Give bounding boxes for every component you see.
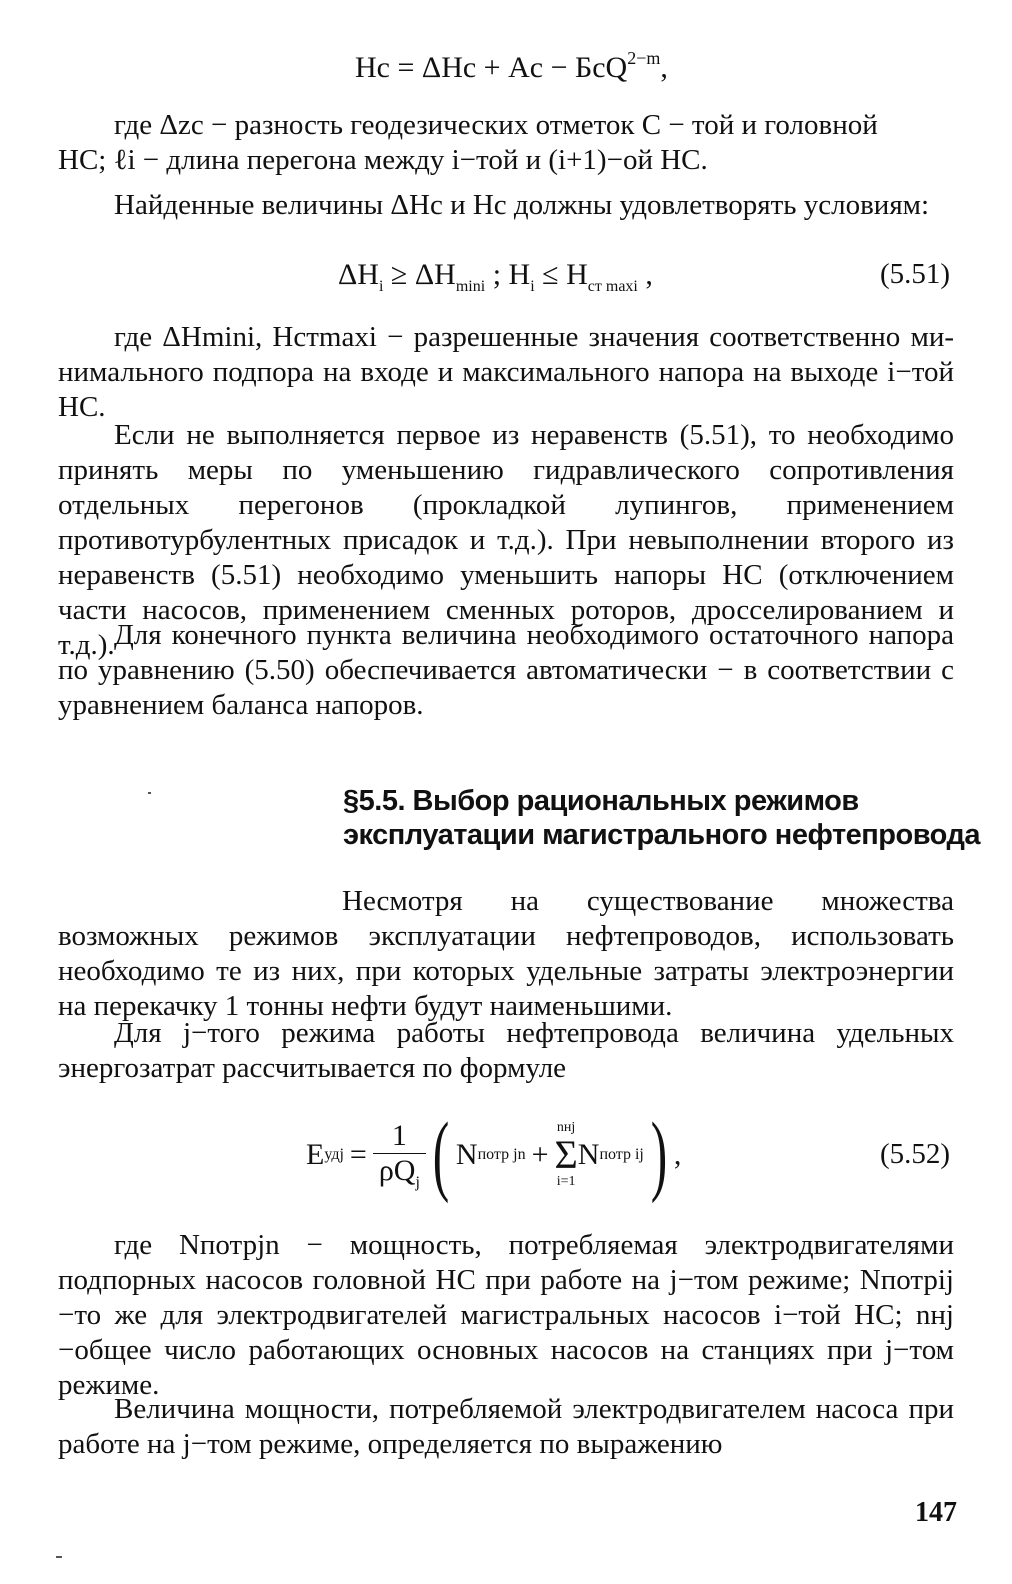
formula-head-balance-main: Hс = ΔHс + Aс − БсQ	[355, 51, 628, 84]
formula-5-52-sum-top: nнj	[556, 1120, 576, 1135]
paragraph-where-2-line3: i−той НС.	[58, 356, 955, 423]
section-heading	[343, 784, 980, 852]
formula-5-51-sub-c: i	[530, 278, 535, 295]
formula-5-52-den-text: ρQ	[378, 1153, 416, 1187]
formula-5-51-sub-d: ст maxi	[587, 278, 638, 295]
formula-5-52-tail: ,	[673, 1138, 682, 1171]
paragraph-where-3: где Nпотрjn − мощность, потребляемая электродвигателями подпорных насосов головной НС при работе на j−том режиме; Nпотрij −то же для электродвигателей магистральных насосов i−той НС; nнj −общее число работающих основных насосов на станциях при j−том режиме.	[58, 1229, 954, 1401]
paragraph-for-mode: Для j−того режима работы нефтепровода величина удельных энергозатрат рассчитывается по формуле	[58, 1017, 954, 1084]
formula-5-52-fraction	[373, 1119, 426, 1192]
paragraph-where-2-line1: где ΔHmini, Hстmaxi − разрешенные значения соответственно ми-	[114, 321, 954, 353]
formula-5-52-n1-sub: потр jn	[477, 1146, 526, 1163]
formula-5-52-denominator	[373, 1154, 426, 1192]
formula-head-balance-tail: ,	[660, 51, 668, 84]
right-paren: )	[650, 1105, 668, 1204]
formula-5-51-sub-b: mini	[455, 278, 486, 295]
paragraph-where-1-line2: НС; ℓi − длина перегона между i−той и (i+1)−ой НС.	[58, 144, 708, 176]
paragraph-where-2-line2: нимального подпора на входе и максимального напора на выходе	[58, 356, 879, 388]
paragraph-where-1-line1: где Δzс − разность геодезических отметок С − той и головной	[114, 109, 878, 141]
equation-number-5-52: (5.52)	[880, 1138, 951, 1170]
formula-5-52-n2: N	[577, 1138, 600, 1171]
formula-5-52	[306, 1100, 681, 1210]
scan-speck	[148, 792, 151, 794]
formula-5-52-numerator: 1	[373, 1119, 426, 1154]
formula-5-51-part-c: ; H	[485, 258, 531, 291]
page-number: 147	[915, 1497, 957, 1528]
left-paren: (	[432, 1105, 450, 1204]
formula-5-51-part-d: ≤ H	[534, 258, 588, 291]
paragraph-where-2	[58, 320, 954, 425]
formula-5-52-sum-sign: Σ	[554, 1132, 578, 1177]
scan-speck	[56, 1556, 62, 1558]
paragraph-conditions: Найденные величины ΔHс и Hс должны удовлетворять условиям:	[114, 189, 930, 221]
formula-5-52-lhs: E	[306, 1138, 325, 1171]
section-heading-line2: эксплуатации магистрального нефтепровода	[343, 819, 981, 851]
paragraph-where-1	[58, 108, 954, 178]
formula-5-51-part-a: ΔH	[338, 258, 379, 291]
formula-head-balance-exponent: 2−m	[627, 48, 661, 68]
formula-5-52-sum-bottom: i=1	[556, 1174, 576, 1189]
paragraph-end-point: Для конечного пункта величина необходимого остаточного напора по уравнению (5.50) обеспечивается автоматически − в соответствии с уравнением баланса напоров.	[58, 619, 954, 721]
paragraph-despite: Несмотря на существование множества возможных режимов эксплуатации нефтепроводов, использовать необходимо те из них, при которых удельные затраты электроэнергии на перекачку 1 тонны нефти будут наименьшими.	[58, 885, 954, 1022]
formula-5-52-den-sub: j	[415, 1173, 420, 1191]
formula-5-52-lhs-sub: удj	[324, 1146, 344, 1163]
formula-5-52-n1: N	[455, 1138, 478, 1171]
formula-5-51-part-e: ,	[637, 258, 653, 291]
formula-5-51	[338, 258, 653, 296]
formula-5-51-part-b: ≥ ΔH	[383, 258, 456, 291]
paragraph-power: Величина мощности, потребляемой электродвигателем насоса при работе на j−том режиме, определяется по выражению	[58, 1393, 954, 1460]
formula-head-balance	[355, 48, 668, 85]
paragraph-if-not-satisfied: Если не выполняется первое из неравенств (5.51), то необходимо принять меры по уменьшению гидравлического сопротивления отдельных перегонов (прокладкой лупингов, применением противотурбулентных присадок и т.д.). При невыполнении второго из неравенств (5.51) необходимо уменьшить напоры НС (отключением части насосов, применением сменных роторов, дросселированием и т.д.).	[58, 419, 954, 661]
formula-5-52-plus: +	[531, 1138, 549, 1171]
section-heading-line1: §5.5. Выбор рациональных режимов	[343, 785, 859, 817]
equation-number-5-51: (5.51)	[880, 258, 951, 290]
formula-5-52-sum	[554, 1121, 577, 1189]
formula-5-52-n2-sub: потр ij	[599, 1146, 644, 1163]
formula-5-51-sub-a: i	[378, 278, 384, 295]
formula-5-52-equals: =	[349, 1138, 367, 1171]
